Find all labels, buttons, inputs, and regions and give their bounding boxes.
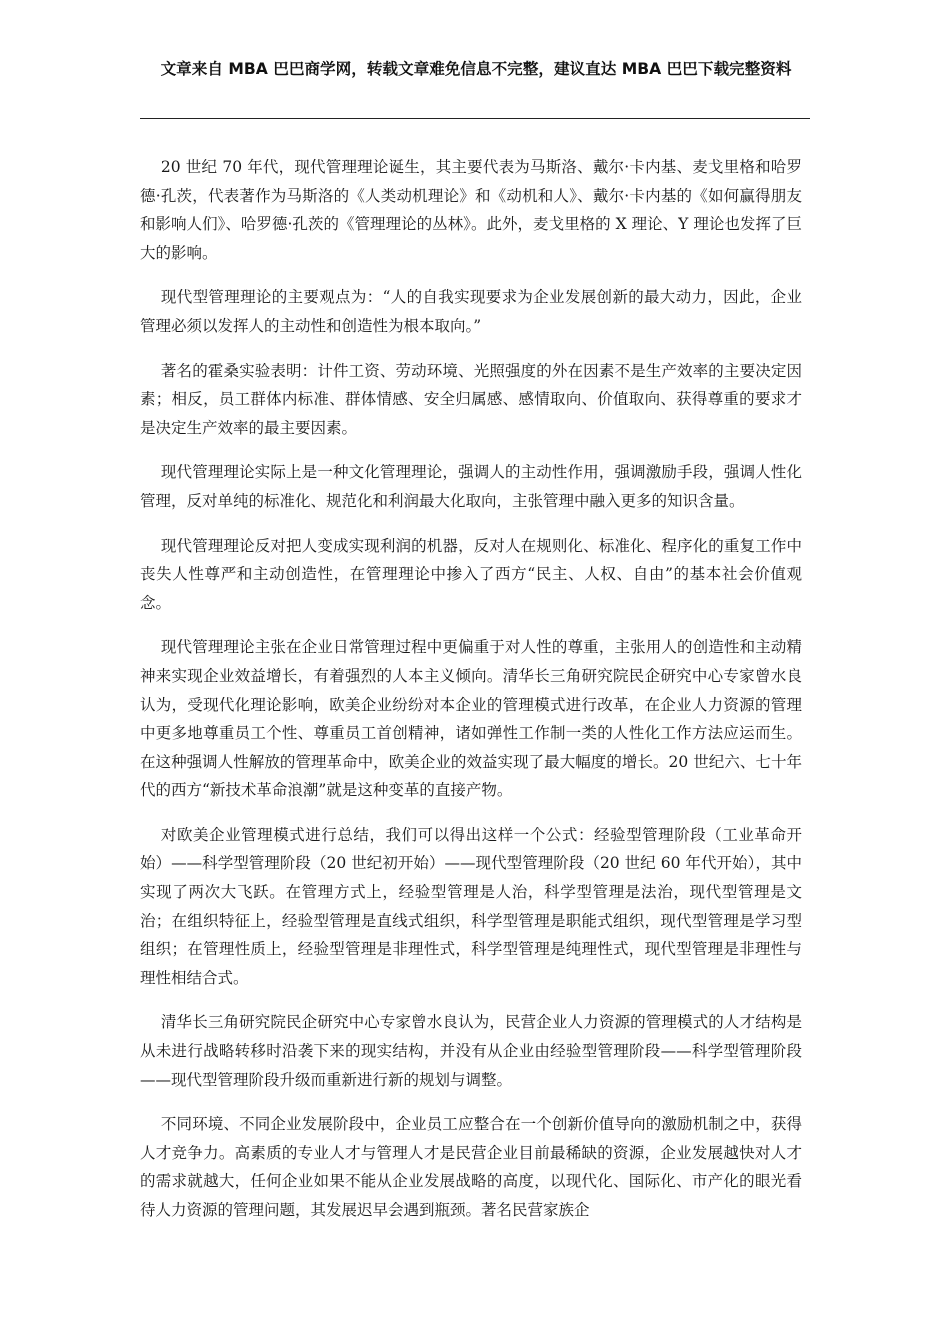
paragraph-1: 20 世纪 70 年代，现代管理理论诞生，其主要代表为马斯洛、戴尔·卡内基、麦戈里格和哈罗德·孔茨，代表著作为马斯洛的《人类动机理论》和《动机和人》、戴尔·卡内基的《如何赢得朋友和影响人们》、哈罗德·孔茨的《管理理论的丛林》。此外，麦戈里格的 X 理论、Y 理论也发挥了巨大的影响。 (140, 158, 802, 262)
paragraph-8: 清华长三角研究院民企研究中心专家曾水良认为，民营企业人力资源的管理模式的人才结构是从未进行战略转移时沿袭下来的现实结构，并没有从企业由经验型管理阶段——科学型管理阶段——现代型管理阶段升级而重新进行新的规划与调整。 (140, 1013, 802, 1089)
paragraph-9: 不同环境、不同企业发展阶段中，企业员工应整合在一个创新价值导向的激励机制之中，获得人才竞争力。高素质的专业人才与管理人才是民营企业目前最稀缺的资源，企业发展越快对人才的需求就越大，任何企业如果不能从企业发展战略的高度，以现代化、国际化、市产化的眼光看待人力资源的管理问题，其发展迟早会遇到瓶颈。著名民营家族企 (140, 1115, 802, 1219)
paragraph-7: 对欧美企业管理模式进行总结，我们可以得出这样一个公式：经验型管理阶段（工业革命开始）——科学型管理阶段（20 世纪初开始）——现代型管理阶段（20 世纪 60 年代开始），其中实现了两次大飞跃。在管理方式上，经验型管理是人治，科学型管理是法治，现代型管理是文治；在组织特征上，经验型管理是直线式组织，科学型管理是职能式组织，现代型管理是学习型组织；在管理性质上，经验型管理是非理性式，科学型管理是纯理性式，现代型管理是非理性与理性相结合式。 (140, 825, 802, 987)
article-body (140, 153, 802, 1241)
paragraph-3: 著名的霍桑实验表明：计件工资、劳动环境、光照强度的外在因素不是生产效率的主要决定因素；相反，员工群体内标准、群体情感、安全归属感、感情取向、价值取向、获得尊重的要求才是决定生产效率的最主要因素。 (140, 361, 802, 437)
paragraph-4: 现代管理理论实际上是一种文化管理理论，强调人的主动性作用，强调激励手段，强调人性化管理，反对单纯的标准化、规范化和利润最大化取向，主张管理中融入更多的知识含量。 (140, 463, 802, 510)
paragraph-5: 现代管理理论反对把人变成实现利润的机器，反对人在规则化、标准化、程序化的重复工作中丧失人性尊严和主动创造性，在管理理论中掺入了西方“民主、人权、自由”的基本社会价值观念。 (140, 536, 802, 612)
paragraph-6: 现代管理理论主张在企业日常管理过程中更偏重于对人性的尊重，主张用人的创造性和主动精神来实现企业效益增长，有着强烈的人本主义倾向。清华长三角研究院民企研究中心专家曾水良认为，受现代化理论影响，欧美企业纷纷对本企业的管理模式进行改革，在企业人力资源的管理中更多地尊重员工个性、尊重员工首创精神，诸如弹性工作制一类的人性化工作方法应运而生。在这种强调人性解放的管理革命中，欧美企业的效益实现了最大幅度的增长。20 世纪六、七十年代的西方“新技术革命浪潮”就是这种变革的直接产物。 (140, 638, 802, 800)
paragraph-2: 现代型管理理论的主要观点为：“人的自我实现要求为企业发展创新的最大动力，因此，企业管理必须以发挥人的主动性和创造性为根本取向。” (140, 288, 802, 335)
header-divider (140, 118, 810, 119)
source-banner: 文章来自 MBA 巴巴商学网，转载文章难免信息不完整，建议直达 MBA 巴巴下载完整资料 (160, 60, 792, 78)
